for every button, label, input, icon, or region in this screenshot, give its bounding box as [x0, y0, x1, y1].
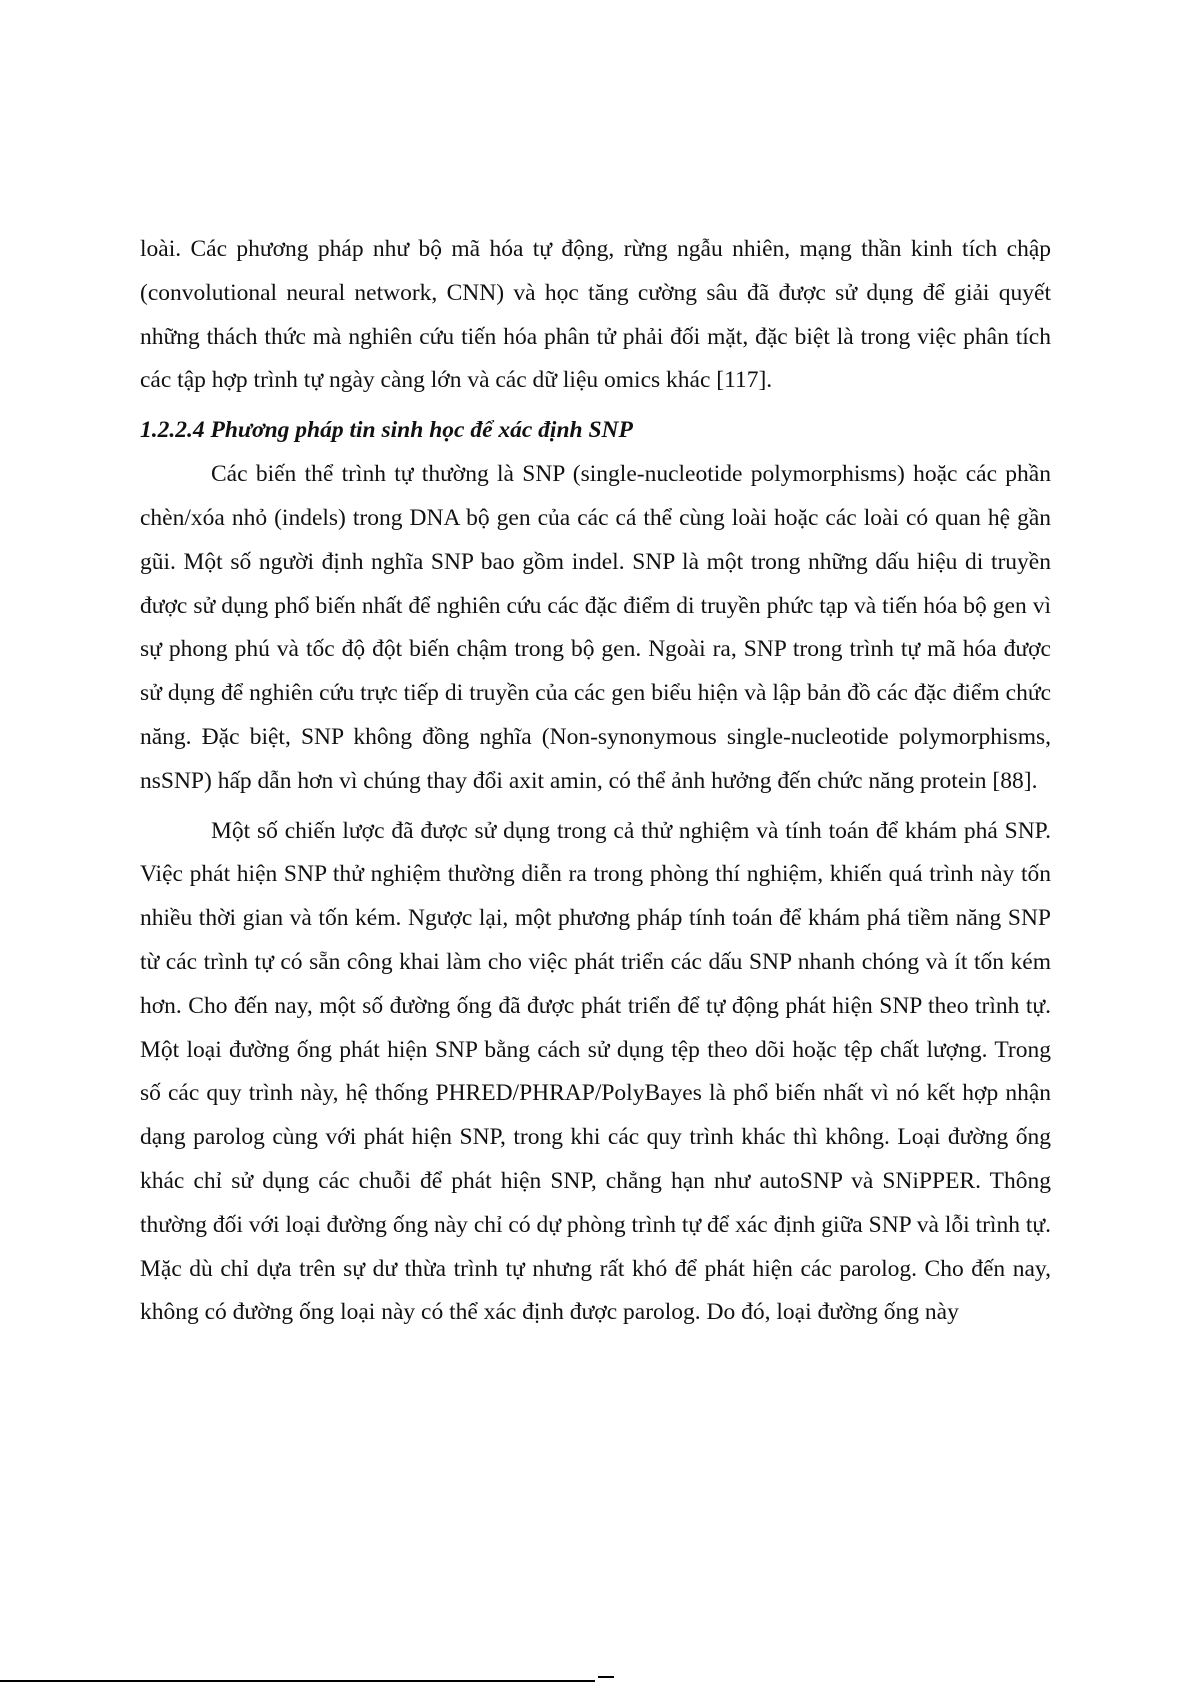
footer-rule	[0, 1680, 595, 1682]
paragraph-snp-definition: Các biến thể trình tự thường là SNP (single-nucleotide polymorphisms) hoặc các phần chèn/xóa nhỏ (indels) trong DNA bộ gen của các cá thể cùng loài hoặc các loài có quan hệ gần gũi. Một số người định nghĩa SNP bao gồm indel. SNP là một trong những dấu hiệu di truyền được sử dụng phổ biến nhất để nghiên cứu các đặc điểm di truyền phức tạp và tiến hóa bộ gen vì sự phong phú và tốc độ đột biến chậm trong bộ gen. Ngoài ra, SNP trong trình tự mã hóa được sử dụng để nghiên cứu trực tiếp di truyền của các gen biểu hiện và lập bản đồ các đặc điểm chức năng. Đặc biệt, SNP không đồng nghĩa (Non-synonymous single-nucleotide polymorphisms, nsSNP) hấp dẫn hơn vì chúng thay đổi axit amin, có thể ảnh hưởng đến chức năng protein [88].	[140, 461, 1051, 794]
page-body	[140, 228, 1051, 1335]
paragraph-continuation: loài. Các phương pháp như bộ mã hóa tự động, rừng ngẫu nhiên, mạng thần kinh tích chập (convolutional neural network, CNN) và học tăng cường sâu đã được sử dụng để giải quyết những thách thức mà nghiên cứu tiến hóa phân tử phải đối mặt, đặc biệt là trong việc phân tích các tập hợp trình tự ngày càng lớn và các dữ liệu omics khác [117].	[140, 236, 1051, 394]
paragraph-snp-strategies: Một số chiến lược đã được sử dụng trong cả thử nghiệm và tính toán để khám phá SNP. Việc phát hiện SNP thử nghiệm thường diễn ra trong phòng thí nghiệm, khiến quá trình này tốn nhiều thời gian và tốn kém. Ngược lại, một phương pháp tính toán để khám phá tiềm năng SNP từ các trình tự có sẵn công khai làm cho việc phát triển các dấu SNP nhanh chóng và ít tốn kém hơn. Cho đến nay, một số đường ống đã được phát triển để tự động phát hiện SNP theo trình tự. Một loại đường ống phát hiện SNP bằng cách sử dụng tệp theo dõi hoặc tệp chất lượng. Trong số các quy trình này, hệ thống PHRED/PHRAP/PolyBayes là phổ biến nhất vì nó kết hợp nhận dạng parolog cùng với phát hiện SNP, trong khi các quy trình khác thì không. Loại đường ống khác chỉ sử dụng các chuỗi để phát hiện SNP, chẳng hạn như autoSNP và SNiPPER. Thông thường đối với loại đường ống này chỉ có dự phòng trình tự để xác định giữa SNP và lỗi trình tự. Mặc dù chỉ dựa trên sự dư thừa trình tự nhưng rất khó để phát hiện các parolog. Cho đến nay, không có đường ống loại này có thể xác định được parolog. Do đó, loại đường ống này	[140, 817, 1051, 1326]
footer-mark	[598, 1676, 614, 1678]
section-heading: 1.2.2.4 Phương pháp tin sinh học để xác định SNP	[140, 417, 633, 444]
